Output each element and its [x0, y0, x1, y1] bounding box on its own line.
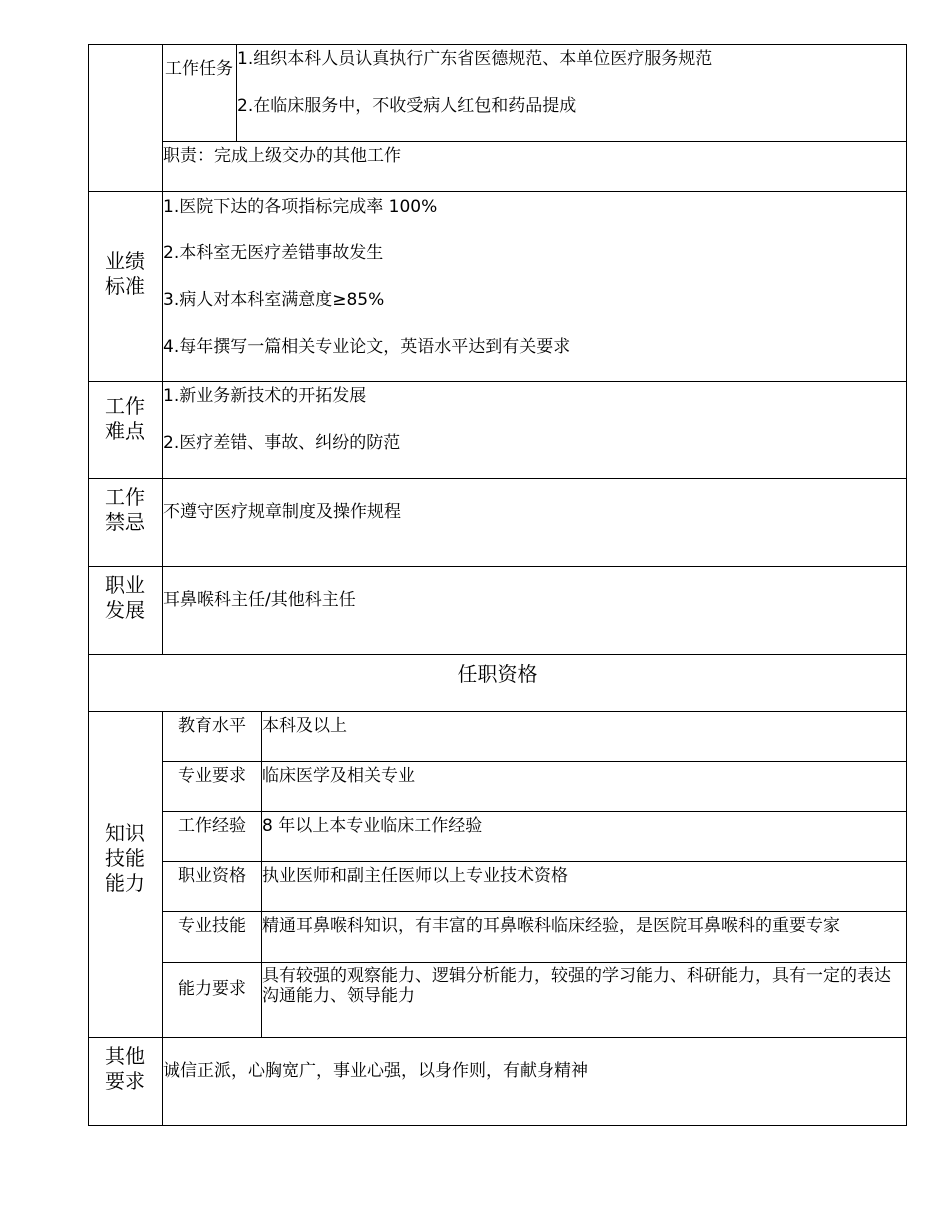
- career-label: [88, 573, 162, 623]
- other-label-text: 其他要求: [105, 1044, 145, 1093]
- row-divider: [162, 761, 907, 762]
- row-divider: [88, 381, 907, 382]
- difficulty-line: 2.医疗差错、事故、纠纷的防范: [163, 433, 401, 453]
- row-divider: [88, 566, 907, 567]
- qualification-label: [88, 821, 162, 896]
- qualification-row-name: 职业资格: [178, 866, 246, 886]
- row-divider: [88, 478, 907, 479]
- performance-line: 4.每年撰写一篇相关专业论文，英语水平达到有关要求: [163, 337, 571, 357]
- responsibility-text: 职责：完成上级交办的其他工作: [163, 146, 401, 166]
- row-divider: [162, 141, 907, 142]
- qualification-row-name: 能力要求: [178, 979, 246, 999]
- qualification-row-name: 专业要求: [178, 766, 246, 786]
- row-divider: [162, 811, 907, 812]
- qualification-row-value: 本科及以上: [262, 716, 347, 736]
- qualification-row-name: 专业技能: [178, 916, 246, 936]
- qualification-row-value: 具有较强的观察能力、逻辑分析能力，较强的学习能力、科研能力，具有一定的表达沟通能力、领导能力: [262, 966, 891, 1006]
- other-label: [88, 1044, 162, 1094]
- difficulty-label-text: 工作难点: [105, 394, 145, 443]
- row-divider: [162, 861, 907, 862]
- qualification-row-value: 执业医师和副主任医师以上专业技术资格: [262, 866, 568, 886]
- task-line: 1.组织本科人员认真执行广东省医德规范、本单位医疗服务规范: [237, 49, 713, 69]
- row-divider: [162, 962, 907, 963]
- row-divider: [88, 1037, 907, 1038]
- performance-line: 2.本科室无医疗差错事故发生: [163, 243, 384, 263]
- difficulty-line: 1.新业务新技术的开拓发展: [163, 386, 367, 406]
- performance-line: 3.病人对本科室满意度≥85%: [163, 290, 385, 310]
- qualification-label-text: 知识技能能力: [105, 821, 145, 895]
- qualification-title: 任职资格: [457, 662, 538, 686]
- taboo-label-text: 工作禁忌: [105, 485, 145, 534]
- other-text: 诚信正派，心胸宽广，事业心强，以身作则，有献身精神: [163, 1061, 588, 1081]
- task-line: 2.在临床服务中，不收受病人红包和药品提成: [237, 96, 577, 116]
- row-divider: [162, 911, 907, 912]
- career-label-text: 职业发展: [105, 573, 145, 622]
- difficulty-label: [88, 394, 162, 444]
- row-divider: [88, 711, 907, 712]
- job-description-table: [88, 44, 907, 1126]
- task-label: 工作任务: [165, 59, 233, 79]
- performance-label-text: 业绩标准: [105, 249, 145, 298]
- row-divider: [88, 654, 907, 655]
- qualification-row-value: 临床医学及相关专业: [262, 766, 415, 786]
- qualification-row-name: 教育水平: [178, 716, 246, 736]
- qualification-row-value: 精通耳鼻喉科知识，有丰富的耳鼻喉科临床经验，是医院耳鼻喉科的重要专家: [262, 916, 840, 936]
- career-text: 耳鼻喉科主任/其他科主任: [163, 590, 356, 610]
- qualification-row-name: 工作经验: [178, 816, 246, 836]
- performance-label: [88, 249, 162, 299]
- taboo-text: 不遵守医疗规章制度及操作规程: [163, 502, 401, 522]
- performance-line: 1.医院下达的各项指标完成率 100%: [163, 197, 438, 217]
- taboo-label: [88, 485, 162, 535]
- qualification-row-value: 8 年以上本专业临床工作经验: [262, 816, 483, 836]
- row-divider: [88, 191, 907, 192]
